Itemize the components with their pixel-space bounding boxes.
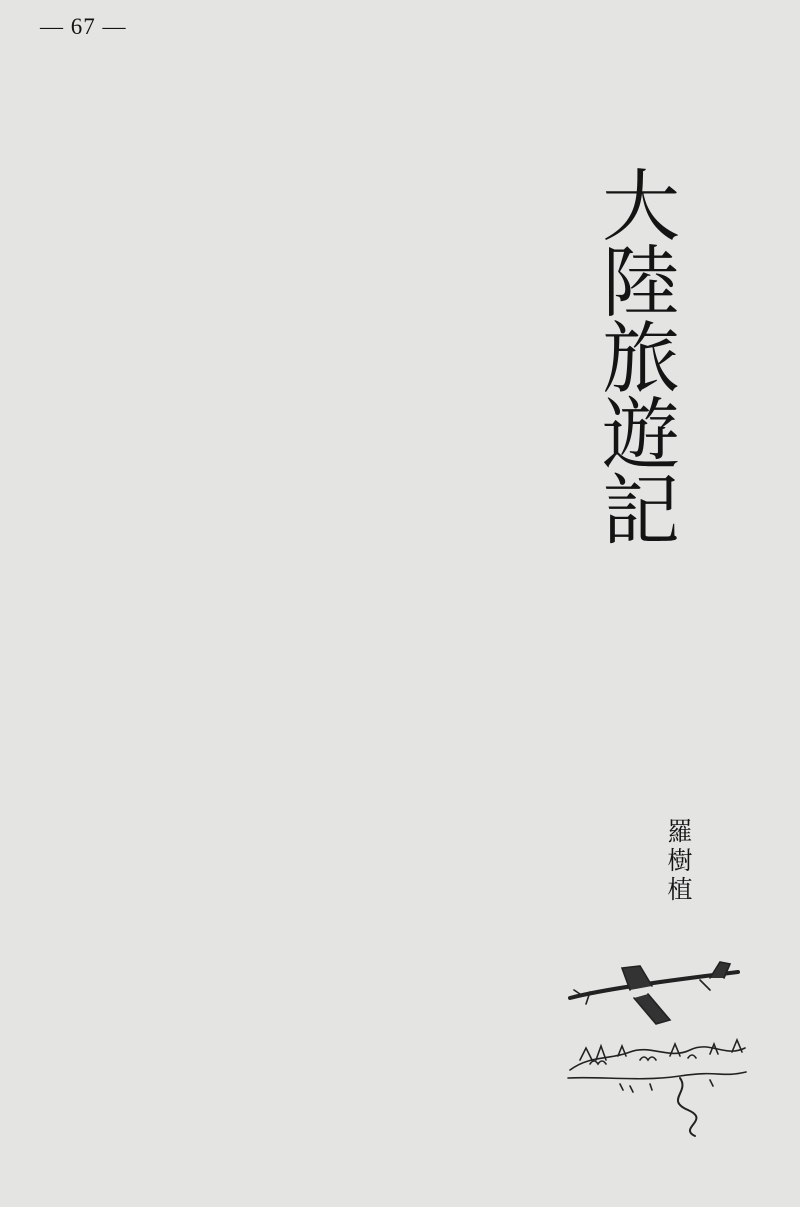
article-title: 大陸旅遊記 xyxy=(589,165,679,545)
page-number: — 67 — xyxy=(40,14,127,39)
airplane-illustration xyxy=(560,960,750,1140)
author-name: 羅樹植 xyxy=(664,818,693,905)
